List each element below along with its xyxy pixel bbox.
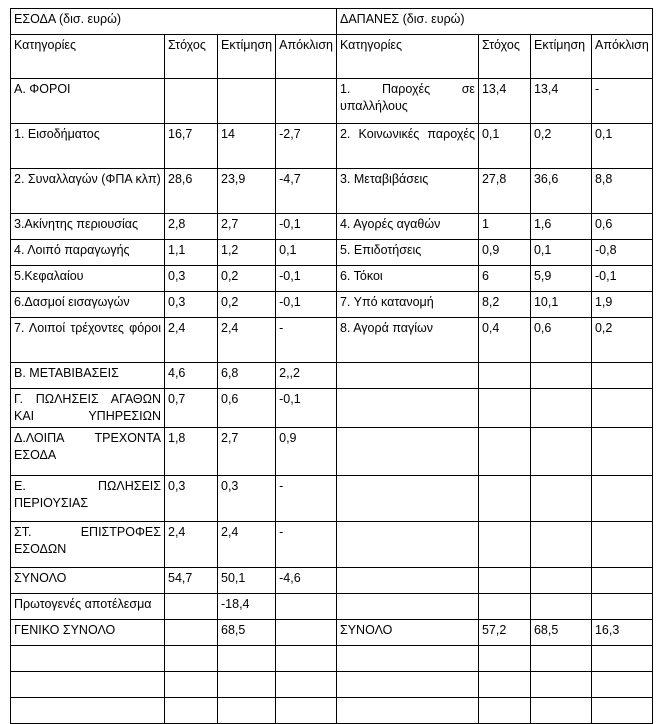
revenue-category-cell: 7. Λοιποί τρέχοντες φόροι [11,318,165,363]
expense-estimate-cell: 10,1 [530,292,591,318]
revenue-category-cell: 1. Εισοδήματος [11,124,165,169]
revenue-category-cell: Γ. ΠΩΛΗΣΕΙΣ ΑΓΑΘΩΝ ΚΑΙ ΥΠΗΡΕΣΙΩΝ [11,389,165,428]
revenue-estimate-cell: 0,6 [218,389,276,428]
revenue-deviation-cell [276,698,337,724]
table-row [11,428,653,476]
expense-target-cell [478,646,530,672]
revenue-estimate-cell [218,698,276,724]
revenue-target-cell: 54,7 [165,568,218,594]
expense-col-estimate: Εκτίμηση [530,35,591,79]
revenue-deviation-cell [276,620,337,646]
expense-category-cell [336,594,478,620]
expense-target-cell [478,568,530,594]
expense-estimate-cell [530,698,591,724]
revenue-estimate-cell: -18,4 [218,594,276,620]
revenue-target-cell [165,594,218,620]
revenue-target-cell: 16,7 [165,124,218,169]
expense-deviation-cell: 1,9 [591,292,652,318]
revenue-category-cell [11,672,165,698]
expense-deviation-cell [591,476,652,522]
section-header-row [11,9,653,35]
expense-deviation-cell: -0,8 [591,240,652,266]
expense-estimate-cell: 0,1 [530,240,591,266]
table-row [11,292,653,318]
expense-deviation-cell: 16,3 [591,620,652,646]
revenue-category-cell: 5.Κεφαλαίου [11,266,165,292]
revenue-estimate-cell: 23,9 [218,169,276,214]
revenue-deviation-cell: 2,,2 [276,363,337,389]
expense-category-cell: 3. Μεταβιβάσεις [336,169,478,214]
expense-category-cell [336,428,478,476]
revenue-estimate-cell: 0,3 [218,476,276,522]
table-row [11,476,653,522]
expense-deviation-cell [591,594,652,620]
expense-estimate-cell [530,476,591,522]
revenue-target-cell: 0,7 [165,389,218,428]
revenue-estimate-cell: 0,2 [218,266,276,292]
table-row [11,568,653,594]
revenue-target-cell: 1,1 [165,240,218,266]
expense-deviation-cell: 0,6 [591,214,652,240]
expense-estimate-cell: 36,6 [530,169,591,214]
revenue-category-cell: 3.Ακίνητης περιουσίας [11,214,165,240]
revenue-target-cell: 4,6 [165,363,218,389]
expense-target-cell [478,522,530,568]
table-row [11,214,653,240]
expense-estimate-cell [530,428,591,476]
revenue-category-cell: ΣΤ. ΕΠΙΣΤΡΟΦΕΣ ΕΣΟΔΩΝ [11,522,165,568]
expense-target-cell [478,363,530,389]
revenue-target-cell [165,79,218,124]
expense-category-cell: 1. Παροχές σε υπαλλήλους [336,79,478,124]
revenue-estimate-cell: 68,5 [218,620,276,646]
expense-target-cell: 6 [478,266,530,292]
expense-target-cell [478,594,530,620]
revenue-deviation-cell: 0,1 [276,240,337,266]
expense-deviation-cell [591,363,652,389]
revenue-target-cell: 2,4 [165,318,218,363]
revenue-deviation-cell [276,79,337,124]
table-row [11,124,653,169]
revenue-deviation-cell [276,672,337,698]
revenue-target-cell: 2,8 [165,214,218,240]
revenue-deviation-cell: - [276,318,337,363]
expense-category-cell: 2. Κοινωνικές παροχές [336,124,478,169]
table-row [11,522,653,568]
table-row [11,169,653,214]
revenue-estimate-cell: 14 [218,124,276,169]
expense-estimate-cell: 68,5 [530,620,591,646]
expense-deviation-cell: -0,1 [591,266,652,292]
revenue-estimate-cell: 2,4 [218,522,276,568]
revenue-target-cell: 0,3 [165,266,218,292]
expense-category-cell [336,476,478,522]
revenue-deviation-cell: -4,6 [276,568,337,594]
table-row [11,318,653,363]
expense-category-cell [336,672,478,698]
revenue-category-cell: 2. Συναλλαγών (ΦΠΑ κλπ) [11,169,165,214]
expense-estimate-cell: 0,6 [530,318,591,363]
revenue-category-cell: 6.Δασμοί εισαγωγών [11,292,165,318]
revenue-category-cell: Α. ΦΟΡΟΙ [11,79,165,124]
table-row [11,389,653,428]
expense-target-cell: 27,8 [478,169,530,214]
expense-target-cell: 8,2 [478,292,530,318]
expense-estimate-cell [530,389,591,428]
revenue-section-title: ΕΣΟΔΑ (δισ. ευρώ) [11,9,337,35]
expense-col-category: Κατηγορίες [336,35,478,79]
revenue-col-deviation: Απόκλιση [276,35,337,79]
revenue-target-cell [165,672,218,698]
revenue-col-category: Κατηγορίες [11,35,165,79]
revenue-estimate-cell [218,646,276,672]
expense-category-cell [336,568,478,594]
expense-estimate-cell [530,363,591,389]
budget-table [10,8,653,724]
revenue-deviation-cell: -4,7 [276,169,337,214]
expense-target-cell: 13,4 [478,79,530,124]
revenue-deviation-cell: -0,1 [276,292,337,318]
expense-col-deviation: Απόκλιση [591,35,652,79]
revenue-target-cell [165,620,218,646]
revenue-target-cell: 28,6 [165,169,218,214]
expense-deviation-cell [591,428,652,476]
expense-category-cell [336,363,478,389]
revenue-deviation-cell: - [276,522,337,568]
revenue-deviation-cell: 0,9 [276,428,337,476]
expense-category-cell: 4. Αγορές αγαθών [336,214,478,240]
revenue-category-cell [11,698,165,724]
revenue-deviation-cell: - [276,476,337,522]
expense-category-cell: 8. Αγορά παγίων [336,318,478,363]
expense-estimate-cell: 13,4 [530,79,591,124]
table-row [11,266,653,292]
expense-category-cell: ΣΥΝΟΛΟ [336,620,478,646]
expense-deviation-cell: 0,1 [591,124,652,169]
expense-target-cell [478,476,530,522]
table-row [11,620,653,646]
table-row [11,672,653,698]
revenue-estimate-cell: 1,2 [218,240,276,266]
expense-estimate-cell: 5,9 [530,266,591,292]
expense-category-cell [336,698,478,724]
expense-target-cell: 0,9 [478,240,530,266]
revenue-deviation-cell: -0,1 [276,266,337,292]
revenue-estimate-cell: 50,1 [218,568,276,594]
expense-category-cell: 5. Επιδοτήσεις [336,240,478,266]
expense-deviation-cell [591,646,652,672]
table-row [11,594,653,620]
revenue-estimate-cell: 6,8 [218,363,276,389]
revenue-target-cell: 1,8 [165,428,218,476]
revenue-category-cell: 4. Λοιπό παραγωγής [11,240,165,266]
expense-deviation-cell [591,672,652,698]
expense-estimate-cell [530,672,591,698]
table-row [11,646,653,672]
revenue-deviation-cell: -2,7 [276,124,337,169]
expense-target-cell [478,428,530,476]
revenue-estimate-cell [218,672,276,698]
expense-category-cell: 7. Υπό κατανομή [336,292,478,318]
expense-target-cell [478,698,530,724]
revenue-category-cell: Πρωτογενές αποτέλεσμα [11,594,165,620]
table-row [11,363,653,389]
expense-target-cell: 1 [478,214,530,240]
expense-target-cell [478,672,530,698]
expense-deviation-cell: 8,8 [591,169,652,214]
expense-estimate-cell [530,594,591,620]
table-row [11,698,653,724]
expense-col-target: Στόχος [478,35,530,79]
expense-category-cell [336,389,478,428]
expense-deviation-cell: 0,2 [591,318,652,363]
expense-target-cell [478,389,530,428]
revenue-deviation-cell: -0,1 [276,214,337,240]
revenue-deviation-cell: -0,1 [276,389,337,428]
expense-section-title: ΔΑΠΑΝΕΣ (δισ. ευρώ) [336,9,652,35]
expense-target-cell: 57,2 [478,620,530,646]
revenue-category-cell: ΣΥΝΟΛΟ [11,568,165,594]
expense-category-cell [336,522,478,568]
revenue-target-cell: 0,3 [165,292,218,318]
expense-deviation-cell [591,522,652,568]
revenue-estimate-cell: 2,7 [218,428,276,476]
revenue-deviation-cell [276,646,337,672]
revenue-category-cell: Ε. ΠΩΛΗΣΕΙΣ ΠΕΡΙΟΥΣΙΑΣ [11,476,165,522]
expense-deviation-cell [591,568,652,594]
revenue-col-target: Στόχος [165,35,218,79]
expense-estimate-cell: 0,2 [530,124,591,169]
expense-category-cell [336,646,478,672]
revenue-target-cell [165,646,218,672]
revenue-category-cell [11,646,165,672]
revenue-category-cell: Β. ΜΕΤΑΒΙΒΑΣΕΙΣ [11,363,165,389]
revenue-estimate-cell: 0,2 [218,292,276,318]
revenue-estimate-cell: 2,7 [218,214,276,240]
revenue-category-cell: ΓΕΝΙΚΟ ΣΥΝΟΛΟ [11,620,165,646]
expense-estimate-cell: 1,6 [530,214,591,240]
expense-category-cell: 6. Τόκοι [336,266,478,292]
revenue-target-cell: 0,3 [165,476,218,522]
revenue-target-cell [165,698,218,724]
revenue-estimate-cell: 2,4 [218,318,276,363]
expense-estimate-cell [530,646,591,672]
expense-target-cell: 0,4 [478,318,530,363]
expense-estimate-cell [530,568,591,594]
revenue-estimate-cell [218,79,276,124]
revenue-deviation-cell [276,594,337,620]
expense-deviation-cell [591,389,652,428]
table-row [11,79,653,124]
expense-target-cell: 0,1 [478,124,530,169]
table-row [11,240,653,266]
expense-estimate-cell [530,522,591,568]
revenue-col-estimate: Εκτίμηση [218,35,276,79]
expense-deviation-cell: - [591,79,652,124]
revenue-category-cell: Δ.ΛΟΙΠΑ ΤΡΕΧΟΝΤΑ ΕΣΟΔΑ [11,428,165,476]
revenue-target-cell: 2,4 [165,522,218,568]
column-header-row [11,35,653,79]
expense-deviation-cell [591,698,652,724]
